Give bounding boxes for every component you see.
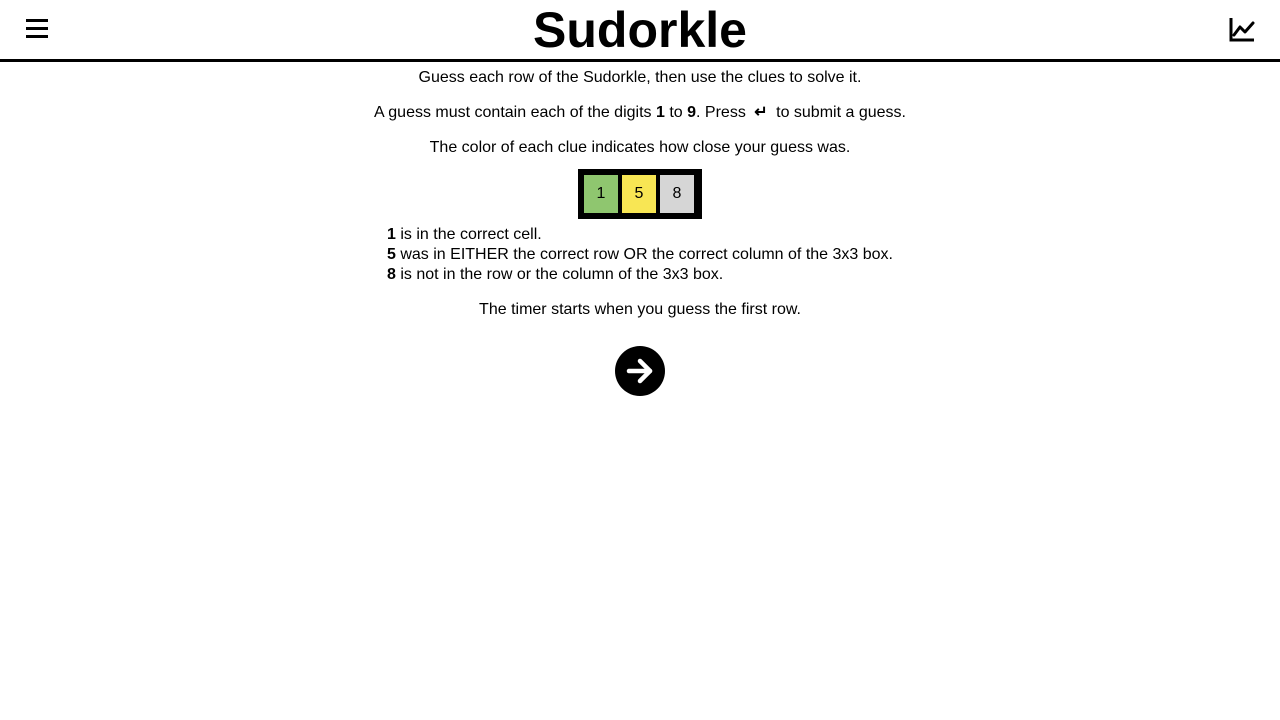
clue-digit: 8 [387, 266, 396, 283]
clue-explanations [387, 225, 1280, 285]
clue-text: was in EITHER the correct row OR the correct column of the 3x3 box. [395, 246, 893, 263]
instruction-line-2 [0, 103, 1280, 123]
example-cell-correct: 1 [584, 175, 618, 213]
clue-explanation [387, 225, 1280, 245]
instruction-line-2-prefix: A guess must contain each of the digits [374, 104, 656, 121]
instruction-to: to [664, 104, 688, 121]
enter-key-icon: ↵ [754, 104, 768, 121]
header [0, 0, 1280, 62]
clue-explanation [387, 245, 1280, 265]
digit-end: 9 [687, 104, 697, 121]
clue-text: is in the correct cell. [395, 226, 542, 243]
digit-start: 1 [655, 104, 665, 121]
example-guess-row [578, 169, 702, 219]
instruction-line-1: Guess each row of the Sudorkle, then use the clues to solve it. [418, 69, 862, 86]
example-cell-close: 5 [622, 175, 656, 213]
clue-digit: 1 [387, 226, 396, 243]
stats-button[interactable] [1228, 16, 1256, 44]
instruction-line-3: The color of each clue indicates how close your guess was. [429, 139, 851, 156]
clue-text: is not in the row or the column of the 3x3 box. [395, 266, 724, 283]
instruction-line-2-suffix: to submit a guess. [771, 104, 906, 121]
start-button[interactable] [615, 346, 665, 396]
arrow-right-icon [624, 355, 656, 387]
timer-note: The timer starts when you guess the first row. [479, 301, 801, 318]
instruction-press: . Press [696, 104, 751, 121]
clue-digit: 5 [387, 246, 396, 263]
example-cell-wrong: 8 [660, 175, 694, 213]
instructions-panel [0, 68, 1280, 396]
chart-line-icon [1228, 16, 1256, 44]
page-title: Sudorkle [533, 2, 747, 58]
clue-explanation [387, 265, 1280, 285]
